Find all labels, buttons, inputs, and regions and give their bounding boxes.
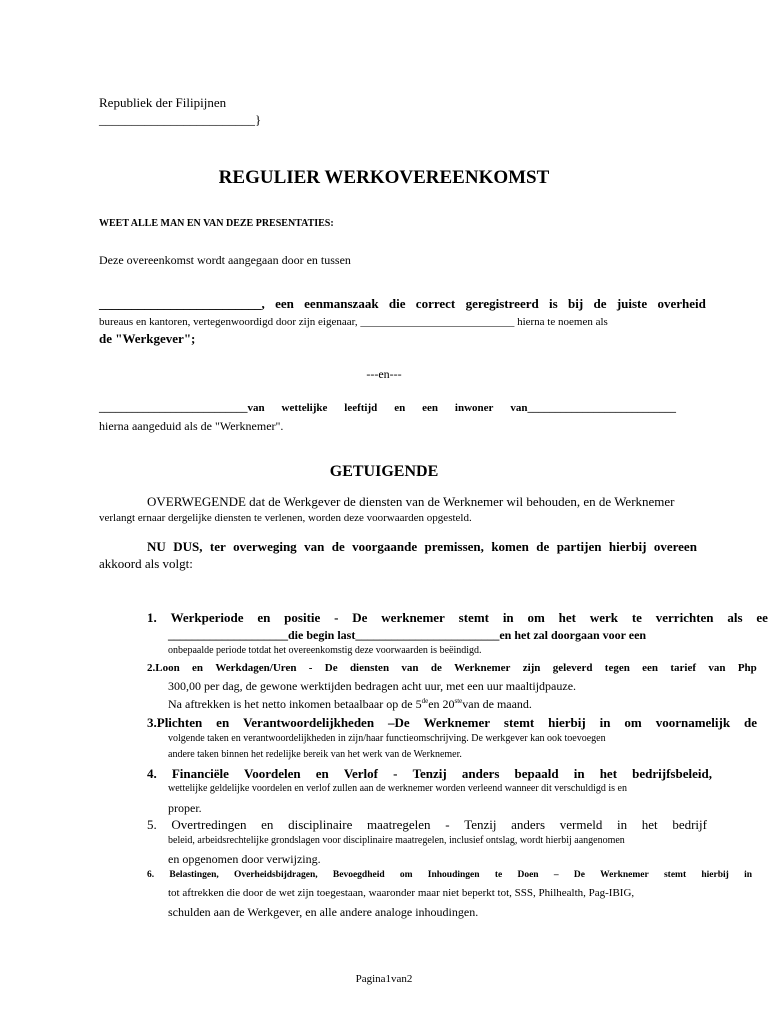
- word: werk: [589, 610, 618, 625]
- word: de: [536, 539, 550, 554]
- word: 5.: [147, 817, 157, 832]
- item-3-line-3: andere taken binnen het redelijke bereik van het werk van de Werknemer.: [168, 749, 462, 760]
- word: Werkdagen/Uren: [215, 662, 297, 674]
- owner-blank: ____________________________: [360, 316, 515, 328]
- word: de: [593, 296, 607, 311]
- word: en: [394, 402, 406, 414]
- item-3-line-2: volgende taken en verantwoordelijkheden in zijn/haar functieomschrijving. De werkgever kan ook toevoegen: [168, 733, 606, 744]
- word: het: [641, 817, 658, 832]
- word: Inhoudingen: [427, 870, 480, 880]
- word: het: [558, 610, 576, 625]
- word: van: [304, 539, 325, 554]
- word: hierbij: [701, 870, 729, 880]
- item-6-line-2: tot aftrekken die door de wet zijn toegestaan, waaronder maar niet beperkt tot, SSS, Philhealth, Pag-IBIG,: [168, 887, 635, 899]
- word: Voordelen: [244, 766, 301, 781]
- word: disciplinaire: [288, 817, 353, 832]
- word: bepaald: [514, 766, 559, 781]
- word: en: [315, 766, 329, 781]
- word: 3.Plichten: [147, 715, 203, 730]
- word: is: [549, 296, 558, 311]
- and-separator: ---en---: [366, 367, 402, 381]
- word: Werknemer: [600, 870, 649, 880]
- location-blank: ________________________}: [99, 112, 262, 127]
- word: bij: [568, 296, 584, 311]
- word: partijen: [556, 539, 602, 554]
- word: zijn: [522, 662, 541, 674]
- word: in: [573, 766, 585, 781]
- republic-header: Republiek der Filipijnen: [99, 95, 227, 110]
- day-suffix-2: ste: [454, 697, 463, 705]
- word: Verantwoordelijkheden: [243, 715, 375, 730]
- word: hierbij: [548, 715, 586, 730]
- word: om: [527, 610, 545, 625]
- item-2-line-2: 300,00 per dag, de gewone werktijden bedragen acht uur, met een uur maaltijdpauze.: [168, 679, 577, 693]
- word: om: [624, 715, 642, 730]
- witness-heading: GETUIGENDE: [329, 463, 439, 480]
- word: Overheidsbijdragen,: [233, 870, 318, 880]
- whereas-line-1: OVERWEGENDE dat de Werkgever de diensten van de Werknemer wil behouden, en de Werknemer: [147, 494, 675, 509]
- word: ee: [756, 610, 768, 625]
- word: –De: [387, 715, 410, 730]
- item-5-line-1: [147, 817, 707, 833]
- word: overeen: [653, 539, 697, 554]
- word: Tenzij: [412, 766, 447, 781]
- employer-designation: de "Werkgever";: [99, 331, 196, 346]
- word: correct: [415, 296, 456, 311]
- intro-line: Deze overeenkomst wordt aangegaan door en tussen: [99, 253, 351, 267]
- employee-line-1: [99, 402, 676, 414]
- word: voorgaande: [352, 539, 418, 554]
- word: en: [192, 662, 204, 674]
- word: te: [631, 610, 642, 625]
- item-2-line-3-a: Na aftrekken is het netto inkomen betaalbaar op de 5: [168, 697, 422, 711]
- word: verrichten: [655, 610, 714, 625]
- word: Werkperiode: [170, 610, 244, 625]
- word: de: [430, 662, 442, 674]
- word: ter: [209, 539, 226, 554]
- word: die: [388, 296, 406, 311]
- page-number: Pagina1van2: [355, 973, 413, 985]
- word: premissen,: [424, 539, 484, 554]
- item-3-line-1: [147, 715, 757, 731]
- word: -: [308, 662, 313, 674]
- word: Php: [737, 662, 757, 674]
- word: diensten: [349, 662, 390, 674]
- word: om: [399, 870, 413, 880]
- word: stemt: [663, 870, 687, 880]
- word: Tenzij: [464, 817, 497, 832]
- item-4-line-2: wettelijke geldelijke voordelen en verlof zullen aan de werknemer worden verleend wanneer dit verschuldigd is en: [168, 783, 627, 794]
- word: van___________________________: [510, 402, 676, 414]
- word: _________________________,: [99, 296, 265, 311]
- word: Belastingen,: [169, 870, 219, 880]
- word: Werknemer: [423, 715, 490, 730]
- word: anders: [461, 766, 500, 781]
- word: Financiële: [171, 766, 229, 781]
- word: tarief: [670, 662, 697, 674]
- word: –: [553, 870, 559, 880]
- word: de: [331, 539, 345, 554]
- word: en: [261, 817, 274, 832]
- item-1-line-3: onbepaalde periode totdat het overeenkomstig deze voorwaarden is beëindigd.: [168, 645, 482, 656]
- word: Bevoegdheid: [332, 870, 385, 880]
- word: positie: [284, 610, 321, 625]
- item-2-line-3-b: en 20: [428, 697, 455, 711]
- word: een: [275, 296, 294, 311]
- employer-line-2-end: hierna te noemen als: [517, 316, 608, 328]
- word: De: [352, 610, 368, 625]
- word: en: [216, 715, 230, 730]
- word: inwoner: [454, 402, 494, 414]
- word: geregistreerd: [465, 296, 539, 311]
- word: hierbij: [608, 539, 647, 554]
- employer-line-2-text: bureaus en kantoren, vertegenwoordigd door zijn eigenaar,: [99, 316, 358, 328]
- now-line-2: akkoord als volgt:: [99, 556, 193, 571]
- word: van: [401, 662, 419, 674]
- word: vermeld: [559, 817, 603, 832]
- item-1-line-1: [147, 610, 768, 626]
- word: komen: [491, 539, 529, 554]
- item-4-line-3: proper.: [168, 801, 202, 815]
- word: De: [324, 662, 338, 674]
- word: DUS,: [173, 539, 203, 554]
- word: als: [727, 610, 743, 625]
- employer-line-1: [99, 296, 706, 312]
- word: stemt: [458, 610, 489, 625]
- now-line-1: [147, 539, 697, 555]
- word: voornamelijk: [655, 715, 731, 730]
- word: -: [393, 766, 398, 781]
- word: Doen: [517, 870, 539, 880]
- word: te: [494, 870, 503, 880]
- item-6-line-1: [147, 870, 752, 880]
- whereas-line-2: verlangt ernaar dergelijke diensten te verlenen, worden deze voorwaarden opgesteld.: [99, 512, 472, 524]
- word: eenmanszaak: [304, 296, 379, 311]
- word: De: [573, 870, 585, 880]
- word: tegen: [604, 662, 630, 674]
- word: leeftijd: [344, 402, 378, 414]
- word: overheid: [657, 296, 706, 311]
- word: -: [445, 817, 450, 832]
- employer-line-2: [99, 316, 608, 328]
- word: maatregelen: [367, 817, 431, 832]
- word: NU: [147, 539, 166, 554]
- word: de: [744, 715, 757, 730]
- word: 6.: [147, 870, 155, 880]
- word: wettelijke: [281, 402, 328, 414]
- know-all-line: WEET ALLE MAN EN VAN DEZE PRESENTATIES:: [99, 218, 334, 229]
- word: in: [599, 715, 611, 730]
- word: ___________________________van: [99, 402, 265, 414]
- item-5-line-2: beleid, arbeidsrechtelijke grondslagen voor disciplinaire maatregelen, inclusief ontslag, wordt hierbij aangenomen: [168, 835, 625, 846]
- word: een: [422, 402, 438, 414]
- word: juiste: [616, 296, 648, 311]
- word: geleverd: [552, 662, 593, 674]
- item-2-line-3: [168, 697, 532, 712]
- word: in: [502, 610, 514, 625]
- word: het: [599, 766, 618, 781]
- word: Overtredingen: [171, 817, 247, 832]
- item-2-line-3-c: van de maand.: [462, 697, 532, 711]
- word: 4.: [147, 766, 157, 781]
- word: bedrijf: [672, 817, 707, 832]
- day-suffix-1: de: [421, 697, 429, 705]
- word: 1.: [147, 610, 157, 625]
- word: van: [708, 662, 726, 674]
- word: Werknemer: [454, 662, 511, 674]
- word: in: [616, 817, 628, 832]
- item-1-line-2: ____________________die begin last________________________en het zal doorgaan voor een: [168, 628, 647, 642]
- word: -: [334, 610, 339, 625]
- word: werknemer: [381, 610, 445, 625]
- employee-designation: hierna aangeduid als de "Werknemer".: [99, 419, 284, 433]
- word: bedrijfsbeleid,: [632, 766, 712, 781]
- word: stemt: [503, 715, 535, 730]
- word: een: [642, 662, 659, 674]
- item-6-line-3: schulden aan de Werkgever, en alle andere analoge inhoudingen.: [168, 905, 479, 919]
- word: anders: [511, 817, 546, 832]
- word: Verlof: [343, 766, 378, 781]
- word: en: [257, 610, 271, 625]
- item-5-line-3: en opgenomen door verwijzing.: [168, 852, 321, 866]
- word: 2.Loon: [147, 662, 180, 674]
- word: in: [744, 870, 752, 880]
- item-2-line-1: [147, 662, 757, 674]
- word: overweging: [233, 539, 297, 554]
- document-title: REGULIER WERKOVEREENKOMST: [218, 167, 550, 188]
- item-4-line-1: [147, 766, 712, 782]
